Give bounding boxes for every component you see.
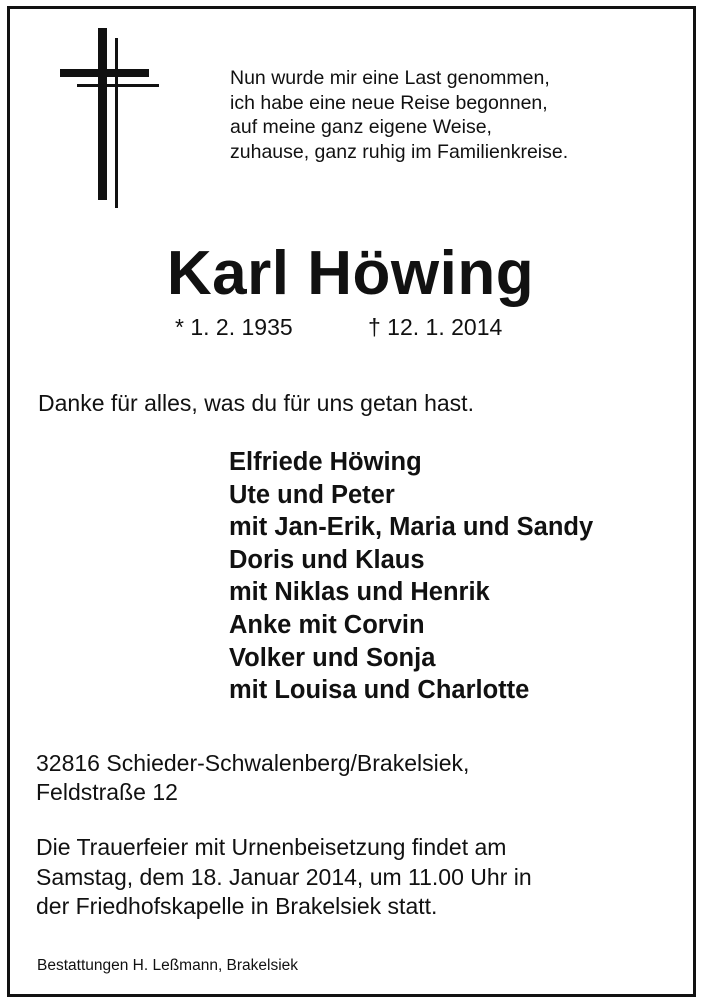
deceased-name: Karl Höwing [166, 239, 535, 308]
ceremony-line: Die Trauerfeier mit Urnenbeisetzung findet am [36, 834, 507, 860]
death-date: † 12. 1. 2014 [368, 314, 503, 340]
poem-line: zuhause, ganz ruhig im Familienkreise. [230, 140, 569, 163]
family-member: Doris und Klaus [229, 545, 425, 574]
family-member: Volker und Sonja [229, 643, 436, 672]
family-member: Anke mit Corvin [229, 610, 425, 639]
thanks-text: Danke für alles, was du für uns getan hast. [38, 390, 474, 416]
poem-line: auf meine ganz eigene Weise, [230, 116, 492, 138]
undertaker: Bestattungen H. Leßmann, Brakelsiek [37, 957, 299, 974]
family-member: Ute und Peter [229, 480, 395, 509]
address-line: Feldstraße 12 [36, 779, 178, 805]
ceremony-line: der Friedhofskapelle in Brakelsiek statt. [36, 893, 438, 919]
family-member: mit Jan-Erik, Maria und Sandy [229, 513, 594, 542]
address-line: 32816 Schieder-Schwalenberg/Brakelsiek, [36, 750, 470, 776]
family-member: Elfriede Höwing [229, 448, 422, 476]
ceremony-line: Samstag, dem 18. Januar 2014, um 11.00 Uhr in [36, 863, 532, 890]
cross-icon [60, 28, 160, 210]
poem-line: ich habe eine neue Reise begonnen, [230, 91, 548, 114]
poem [230, 66, 568, 164]
ceremony-notice [36, 833, 532, 922]
address [36, 749, 469, 807]
family-member: mit Niklas und Henrik [229, 578, 490, 607]
family-list [229, 446, 593, 707]
poem-line: Nun wurde mir eine Last genommen, [230, 67, 550, 89]
family-member: mit Louisa und Charlotte [229, 676, 530, 705]
birth-date: * 1. 2. 1935 [175, 314, 293, 340]
